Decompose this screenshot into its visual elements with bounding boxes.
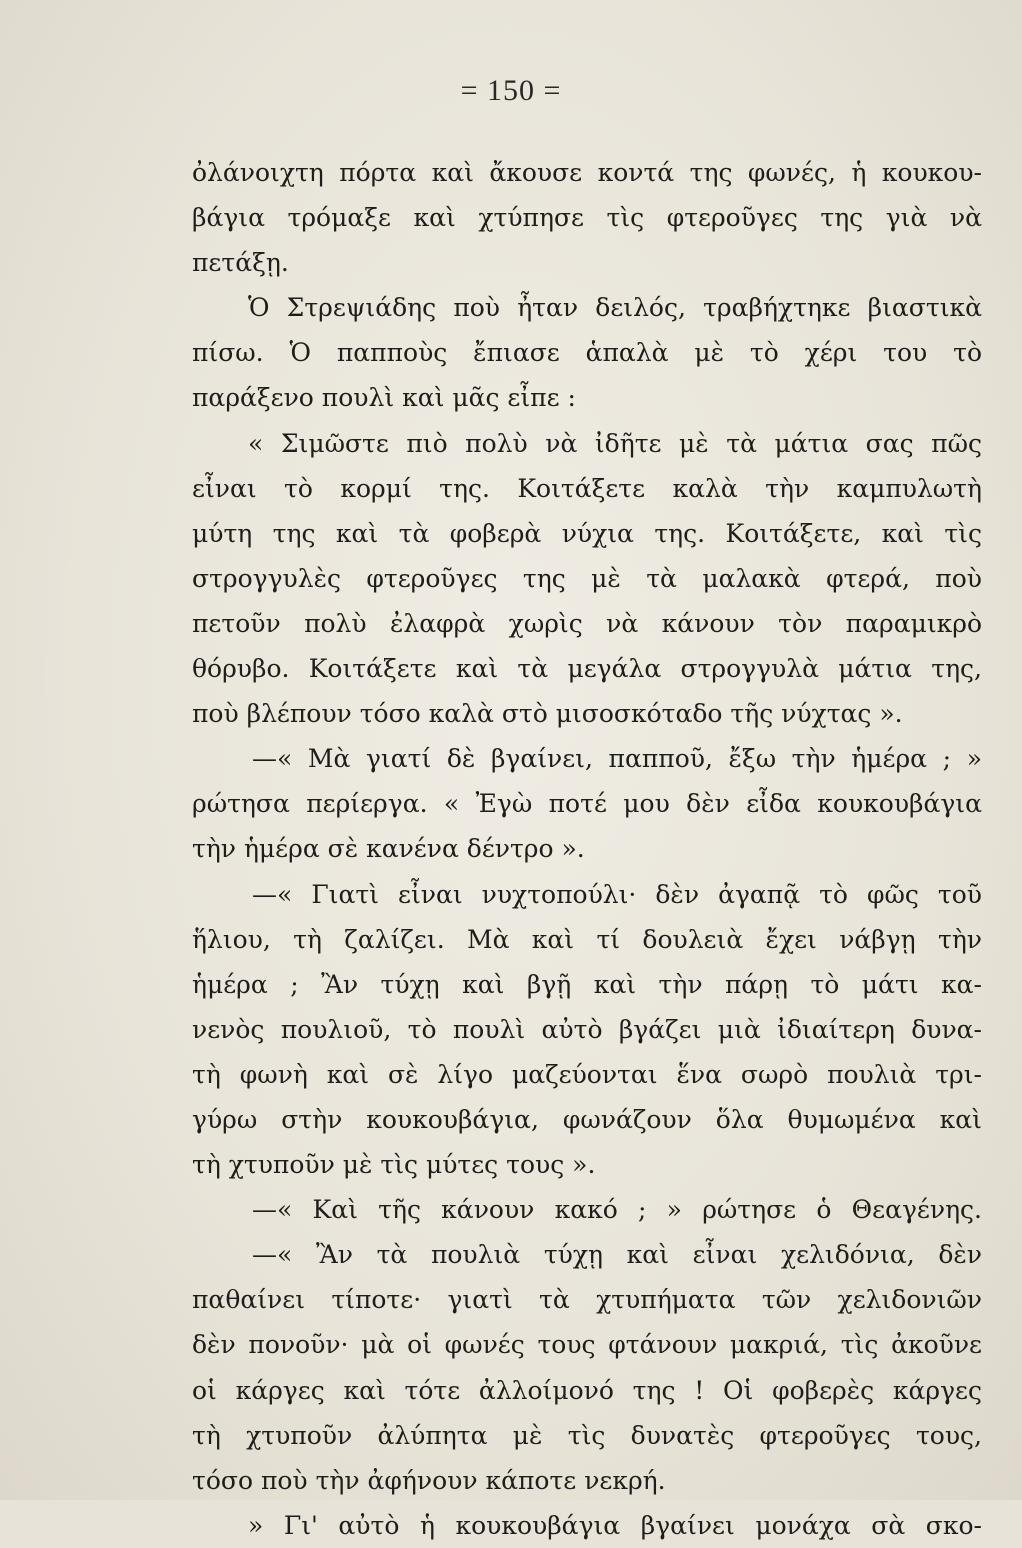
text-line: τὴ φωνὴ καὶ σὲ λίγο μαζεύονται ἕνα σωρὸ πουλιὰ τρι- bbox=[192, 1059, 982, 1089]
page-number: = 150 = bbox=[460, 74, 562, 107]
text-line: —« Ἂν τὰ πουλιὰ τύχῃ καὶ εἶναι χελιδόνια, δὲν bbox=[252, 1240, 982, 1270]
text-line: μύτη της καὶ τὰ φοβερὰ νύχια της. Κοιτάξετε, καὶ τὶς bbox=[192, 518, 982, 548]
text-line: « Σιμῶστε πιὸ πολὺ νὰ ἰδῆτε μὲ τὰ μάτια σας πῶς bbox=[248, 428, 982, 458]
text-line: ὀλάνοιχτη πόρτα καὶ ἄκουσε κοντά της φωνές, ἡ κουκου- bbox=[192, 158, 982, 187]
text-line: θόρυβο. Κοιτάξετε καὶ τὰ μεγάλα στρογγυλὰ μάτια της, bbox=[192, 654, 982, 684]
body-text bbox=[192, 150, 982, 1548]
text-line: πετοῦν πολὺ ἐλαφρὰ χωρὶς νὰ κάνουν τὸν παραμικρὸ bbox=[192, 608, 982, 638]
text-line: τόσο ποὺ τὴν ἀφήνουν κάποτε νεκρή. bbox=[192, 1465, 666, 1495]
text-line: τὴν ἡμέρα σὲ κανένα δέντρο ». bbox=[192, 834, 585, 864]
text-line: νενὸς πουλιοῦ, τὸ πουλὶ αὐτὸ βγάζει μιὰ ἰδιαίτερη δυνα- bbox=[192, 1014, 982, 1044]
text-line: πίσω. Ὁ παπποὺς ἔπιασε ἁπαλὰ μὲ τὸ χέρι του τὸ bbox=[192, 338, 982, 368]
text-line: ρώτησα περίεργα. « Ἐγὼ ποτέ μου δὲν εἶδα κουκουβάγια bbox=[192, 789, 982, 819]
text-line: τὴ χτυποῦν μὲ τὶς μύτες τους ». bbox=[192, 1150, 596, 1180]
text-line: πετάξῃ. bbox=[192, 248, 289, 278]
text-line: ἥλιου, τὴ ζαλίζει. Μὰ καὶ τί δουλειὰ ἔχει νάβγῃ τὴν bbox=[192, 924, 982, 954]
text-line: —« Καὶ τῆς κάνουν κακό ; » ρώτησε ὁ Θεαγένης. bbox=[252, 1195, 982, 1225]
text-line: στρογγυλὲς φτεροῦγες της μὲ τὰ μαλακὰ φτερά, ποὺ bbox=[192, 563, 982, 593]
text-line: τὴ χτυποῦν ἀλύπητα μὲ τὶς δυνατὲς φτεροῦγες τους, bbox=[192, 1420, 982, 1450]
text-line: γύρω στὴν κουκουβάγια, φωνάζουν ὅλα θυμωμένα καὶ bbox=[192, 1104, 982, 1134]
text-line: οἱ κάργες καὶ τότε ἀλλοίμονό της ! Οἱ φοβερὲς κάργες bbox=[192, 1375, 982, 1405]
text-line: —« Γιατὶ εἶναι νυχτοπούλι· δὲν ἀγαπᾷ τὸ φῶς τοῦ bbox=[252, 879, 982, 909]
text-line: Ὁ Στρεψιάδης ποὺ ἦταν δειλός, τραβήχτηκε βιαστικὰ bbox=[248, 293, 982, 323]
text-line: παθαίνει τίποτε· γιατὶ τὰ χτυπήματα τῶν χελιδονιῶν bbox=[192, 1285, 982, 1315]
text-line: —« Μὰ γιατί δὲ βγαίνει, παπποῦ, ἔξω τὴν ἡμέρα ; » bbox=[252, 744, 982, 774]
text-line: ἡμέρα ; Ἂν τύχῃ καὶ βγῇ καὶ τὴν πάρῃ τὸ μάτι κα- bbox=[192, 969, 982, 999]
text-line: βάγια τρόμαξε καὶ χτύπησε τὶς φτεροῦγες της γιὰ νὰ bbox=[192, 203, 982, 233]
text-line: δὲν πονοῦν· μὰ οἱ φωνές τους φτάνουν μακριά, τὶς ἀκοῦνε bbox=[192, 1330, 982, 1360]
text-line: εἶναι τὸ κορμί της. Κοιτάξετε καλὰ τὴν καμπυλωτὴ bbox=[192, 473, 982, 503]
text-line: παράξενο πουλὶ καὶ μᾶς εἶπε : bbox=[192, 383, 576, 413]
text-line: ποὺ βλέπουν τόσο καλὰ στὸ μισοσκόταδο τῆς νύχτας ». bbox=[192, 699, 903, 729]
text-line: » Γι' αὐτὸ ἡ κουκουβάγια βγαίνει μονάχα σὰ σκο- bbox=[248, 1510, 982, 1540]
